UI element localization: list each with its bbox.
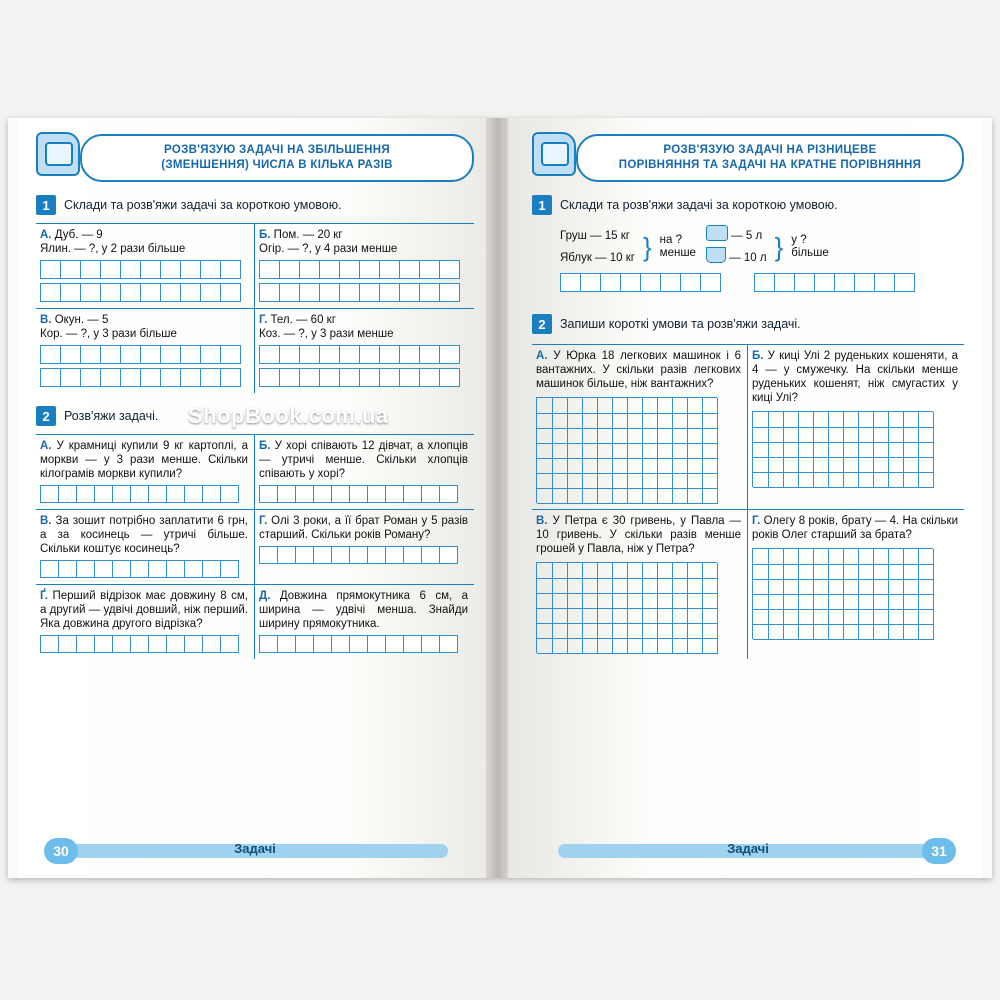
task-number-badge: 2 bbox=[532, 314, 552, 334]
left-page bbox=[18, 118, 488, 878]
item-label: В. bbox=[40, 515, 52, 527]
item-label: Б. bbox=[752, 350, 764, 362]
answer-row[interactable] bbox=[40, 283, 248, 302]
brace-icon: } bbox=[642, 232, 652, 262]
condition-note-2: менше bbox=[659, 247, 696, 259]
task-number-badge: 2 bbox=[36, 406, 56, 426]
item-line-2: Ялин. — ?, у 2 рази більше bbox=[40, 243, 186, 255]
item-text: Олі 3 роки, а її брат Роман у 5 разів старший. Скільки років Роману? bbox=[259, 515, 469, 541]
item-line-1: Тел. — 60 кг bbox=[270, 314, 336, 326]
task-title: Склади та розв'яжи задачі за короткою умовою. bbox=[560, 198, 838, 212]
task-2-item-v bbox=[36, 509, 255, 584]
task-2-item-a bbox=[532, 344, 748, 509]
work-grid[interactable] bbox=[752, 548, 933, 639]
answer-row[interactable] bbox=[40, 368, 248, 387]
task-1 bbox=[36, 195, 474, 393]
task-2-item-g bbox=[748, 509, 964, 659]
answer-row[interactable] bbox=[259, 546, 468, 564]
answer-row[interactable] bbox=[259, 368, 468, 387]
item-text: Олегу 8 років, брату — 4. На скільки років Олег старший за брата? bbox=[752, 515, 958, 541]
item-text: Довжина прямокутника 6 см, а ширина — удвічі менша. Знайди ширину прямокутника. bbox=[259, 590, 468, 630]
work-grid[interactable] bbox=[536, 562, 717, 653]
task-2-item-a bbox=[36, 434, 255, 509]
banner-line-2: ПОРІВНЯННЯ ТА ЗАДАЧІ НА КРАТНЕ ПОРІВНЯННЯ bbox=[618, 159, 922, 171]
item-label: Г. bbox=[259, 314, 268, 326]
task-number-badge: 1 bbox=[532, 195, 552, 215]
watering-can-icon bbox=[706, 225, 728, 241]
item-label: Д. bbox=[259, 590, 271, 602]
item-line-2: Кор. — ?, у 3 рази більше bbox=[40, 328, 177, 340]
left-page-footer bbox=[36, 838, 474, 864]
item-label: Б. bbox=[259, 440, 271, 452]
bucket-icon bbox=[706, 247, 726, 263]
condition-note-1: у ? bbox=[791, 234, 807, 246]
right-page-header-banner bbox=[576, 134, 964, 182]
book-spread bbox=[8, 118, 992, 878]
item-label: В. bbox=[40, 314, 52, 326]
task-2-item-b bbox=[255, 434, 474, 509]
item-line-1: Дуб. — 9 bbox=[54, 229, 103, 241]
hand-writing-icon bbox=[36, 132, 82, 178]
banner-line-2: (ЗМЕНШЕННЯ) ЧИСЛА В КІЛЬКА РАЗІВ bbox=[161, 159, 393, 171]
book-gutter bbox=[486, 118, 510, 878]
item-text: У Петра є 30 гривень, у Павла — 10 гривень. У скільки разів менше грошей у Павла, ніж у Петра? bbox=[536, 515, 741, 555]
item-text: У крамниці купили 9 кг картоплі, а моркви — у 3 рази менше. Скільки кілограмів моркви купили? bbox=[40, 440, 248, 480]
task-2-item-v bbox=[532, 509, 748, 659]
task-1-item-g bbox=[255, 308, 474, 393]
answer-row[interactable] bbox=[40, 485, 248, 503]
condition-note-2: більше bbox=[791, 247, 829, 259]
answer-row[interactable] bbox=[259, 485, 468, 503]
right-page-footer bbox=[532, 838, 964, 864]
task-title: Склади та розв'яжи задачі за короткою умовою. bbox=[64, 198, 342, 212]
watermark: ShopBook.com.ua bbox=[188, 403, 389, 428]
task-2-item-gg bbox=[36, 584, 255, 659]
task-2-item-g bbox=[255, 509, 474, 584]
footer-title: Задачі bbox=[727, 841, 769, 856]
answer-row[interactable] bbox=[754, 273, 914, 292]
item-label: А. bbox=[40, 229, 52, 241]
answer-row[interactable] bbox=[40, 560, 248, 578]
condition-note-1: на ? bbox=[659, 234, 683, 246]
short-condition-2 bbox=[706, 225, 829, 269]
item-label: Г. bbox=[752, 515, 761, 527]
item-label: Ґ. bbox=[40, 590, 48, 602]
item-label: А. bbox=[536, 350, 548, 362]
task-1-item-b bbox=[255, 223, 474, 308]
item-line-2: Огір. — ?, у 4 рази менше bbox=[259, 243, 398, 255]
task-2-item-d bbox=[255, 584, 474, 659]
answer-row[interactable] bbox=[259, 345, 468, 364]
task-2-item-b bbox=[748, 344, 964, 509]
item-line-2: Коз. — ?, у 3 рази менше bbox=[259, 328, 394, 340]
condition-line-2: Яблук — 10 кг bbox=[560, 252, 635, 264]
item-text: Перший відрізок має довжину 8 см, а другий — удвічі довший, ніж перший. Яка довжина другого відрізка? bbox=[40, 590, 248, 630]
task-1-item-a bbox=[36, 223, 255, 308]
task-1-item-v bbox=[36, 308, 255, 393]
item-text: У хорі співають 12 дівчат, а хлопців — утричі менше. Скільки хлопців співають у хорі? bbox=[259, 440, 468, 480]
answer-row[interactable] bbox=[259, 260, 468, 279]
task-title: Розв'яжи задачі. bbox=[64, 409, 159, 423]
item-label: А. bbox=[40, 440, 52, 452]
item-label: В. bbox=[536, 515, 548, 527]
condition-line-1: Груш — 15 кг bbox=[560, 230, 630, 242]
banner-line-1: РОЗВ'ЯЗУЮ ЗАДАЧІ НА РІЗНИЦЕВЕ bbox=[663, 144, 877, 156]
work-grid[interactable] bbox=[536, 397, 717, 503]
task-2 bbox=[532, 314, 964, 659]
task-1 bbox=[532, 195, 964, 292]
item-label: Г. bbox=[259, 515, 268, 527]
task-2 bbox=[36, 406, 474, 659]
hand-writing-icon bbox=[532, 132, 578, 178]
right-page bbox=[508, 118, 982, 878]
task-title: Запиши короткі умови та розв'яжи задачі. bbox=[560, 317, 801, 331]
task-2-items bbox=[36, 434, 474, 659]
banner-line-1: РОЗВ'ЯЗУЮ ЗАДАЧІ НА ЗБІЛЬШЕННЯ bbox=[164, 144, 390, 156]
answer-row[interactable] bbox=[560, 273, 720, 292]
condition-line-2: — 10 л bbox=[729, 252, 767, 264]
item-text: У киці Улі 2 руденьких кошеняти, а 4 — у смужечку. На скільки менше руденьких кошенят, ніж смугастих у киці Улі? bbox=[752, 350, 958, 404]
page-number: 30 bbox=[44, 838, 78, 864]
item-line-1: Пом. — 20 кг bbox=[273, 229, 343, 241]
item-text: У Юрка 18 легкових машинок і 6 вантажних. У скільки разів легкових машинок більше, ніж вантажних? bbox=[536, 350, 741, 390]
task-2-items bbox=[532, 344, 964, 659]
brace-icon: } bbox=[774, 232, 784, 262]
answer-row[interactable] bbox=[40, 635, 248, 653]
answer-row[interactable] bbox=[40, 345, 248, 364]
item-text: За зошит потрібно заплатити 6 грн, а за косинець — утричі більше. Скільки коштує косинець? bbox=[40, 515, 249, 555]
answer-row[interactable] bbox=[40, 260, 248, 279]
footer-title: Задачі bbox=[234, 841, 276, 856]
condition-line-1: — 5 л bbox=[731, 230, 763, 242]
short-condition-1 bbox=[560, 225, 696, 269]
item-label: Б. bbox=[259, 229, 271, 241]
page-number: 31 bbox=[922, 838, 956, 864]
task-1-items bbox=[36, 223, 474, 393]
work-grid[interactable] bbox=[752, 411, 933, 487]
task-number-badge: 1 bbox=[36, 195, 56, 215]
answer-row[interactable] bbox=[259, 283, 468, 302]
left-page-header-banner bbox=[80, 134, 474, 182]
item-line-1: Окун. — 5 bbox=[54, 314, 109, 326]
answer-row[interactable] bbox=[259, 635, 468, 653]
